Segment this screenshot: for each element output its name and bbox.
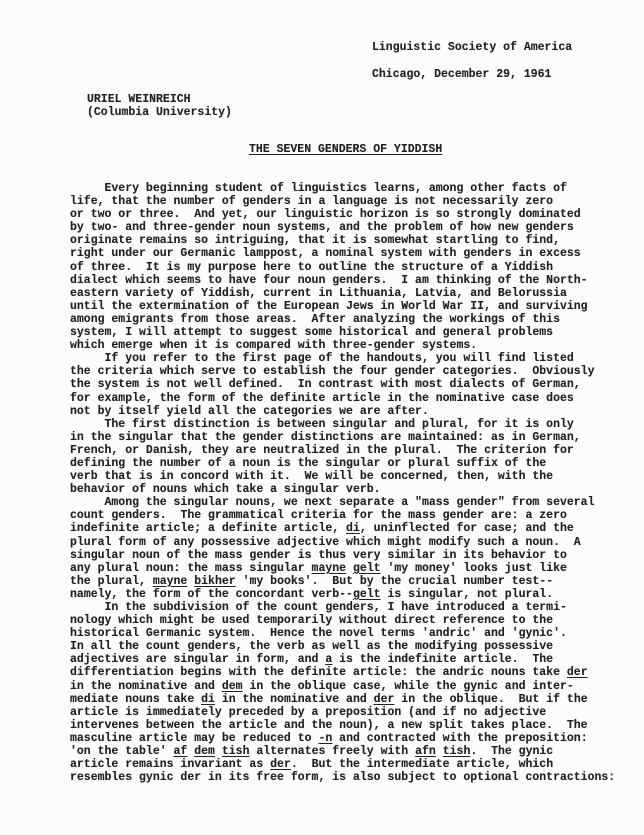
event-date: Chicago, December 29, 1961 [372, 68, 552, 81]
paragraph [70, 352, 615, 417]
underlined-term: a [325, 653, 333, 667]
text-line: indefinite article; a definite article, di, uninflected for case; and the [70, 522, 574, 536]
text-line: count genders. The grammatical criteria for the mass gender are: a zero [70, 509, 567, 523]
text-line: The first distinction is between singular and plural, for it is only [70, 417, 574, 431]
paragraph [70, 496, 615, 601]
underlined-term: mayne [152, 574, 188, 588]
text-line: namely, the form of the concordant verb--gelt is singular, not plural. [70, 587, 554, 601]
text-line: of three. It is my purpose here to outline the structure of a Yiddish [70, 260, 554, 274]
underlined-term: mayne [311, 561, 347, 575]
text-line: dialect which seems to have four noun genders. I am thinking of the North- [70, 273, 588, 287]
text-line: differentiation begins with the definite article: the andric nouns take der [70, 666, 588, 680]
text-line: 'on the table' af dem tish alternates freely with afn tish. The gynic [70, 745, 554, 759]
text-line: behavior of nouns which take a singular verb. [70, 483, 381, 497]
text-line: not by itself yield all the categories we are after. [70, 404, 429, 418]
text-line: eastern variety of Yiddish, current in Lithuania, Latvia, and Belorussia [70, 286, 567, 300]
text-line: the system is not well defined. In contrast with most dialects of German, [70, 378, 581, 392]
text-line: plural form of any possessive adjective which might modify such a noun. A [70, 535, 581, 549]
text-line: singular noun of the mass gender is thus very similar in its behavior to [70, 548, 567, 562]
text-line: right under our Germanic lamppost, a nominal system with genders in excess [70, 247, 581, 261]
text-line: among emigrants from those areas. After analyzing the workings of this [70, 312, 560, 326]
text-line: which emerge when it is compared with three-gender systems. [70, 339, 478, 353]
society-name: Linguistic Society of America [372, 41, 573, 54]
text-line: nology which might be used temporarily without direct reference to the [70, 614, 554, 628]
document-body [70, 182, 615, 784]
text-line: If you refer to the first page of the handouts, you will find listed [70, 352, 574, 366]
text-line: in the singular that the gender distinctions are maintained: as in German, [70, 430, 581, 444]
text-line: until the extermination of the European Jews in World War II, and surviving [70, 299, 588, 313]
underlined-term: af [173, 745, 188, 759]
text-line: article remains invariant as der. But the intermediate article, which [70, 758, 554, 772]
text-line: Every beginning student of linguistics learns, among other facts of [70, 182, 567, 195]
underlined-term: der [270, 758, 291, 772]
underlined-term: bikher [194, 574, 236, 588]
document-title: THE SEVEN GENDERS OF YIDDISH [249, 143, 443, 156]
underlined-term: -n [318, 731, 333, 745]
text-line: Among the singular nouns, we next separate a "mass gender" from several [70, 496, 595, 510]
text-line: adjectives are singular in form, and a is the indefinite article. The [70, 653, 554, 667]
text-line: the plural, mayne bikher 'my books'. But by the crucial number test-- [70, 574, 554, 588]
text-line: for example, the form of the definite article in the nominative case does [70, 391, 574, 405]
paragraph [70, 418, 615, 497]
text-line: originate remains so intriguing, that it is somewhat startling to find, [70, 234, 560, 248]
underlined-term: di [201, 692, 215, 706]
underlined-term: di [346, 522, 360, 536]
text-line: the criteria which serve to establish the four gender categories. Obviously [70, 365, 595, 379]
text-line: defining the number of a noun is the singular or plural suffix of the [70, 456, 547, 470]
text-line: historical Germanic system. Hence the novel terms 'andric' and 'gynic'. [70, 627, 567, 641]
text-line: In the subdivision of the count genders, I have introduced a termi- [70, 601, 567, 614]
underlined-term: dem [194, 745, 215, 759]
text-line: system, I will attempt to suggest some historical and general problems [70, 326, 554, 340]
text-line: or two or three. And yet, our linguistic horizon is so strongly dominated [70, 208, 581, 222]
text-line: In all the count genders, the verb as well as the modifying possessive [70, 640, 554, 654]
paragraph [70, 601, 615, 784]
text-line: French, or Danish, they are neutralized in the plural. The criterion for [70, 443, 574, 457]
text-line: masculine article may be reduced to -n and contracted with the preposition: [70, 731, 588, 745]
underlined-term: tish [442, 745, 471, 759]
underlined-term: dem [221, 679, 243, 693]
text-line: by two- and three-gender noun systems, and the problem of how new genders [70, 221, 574, 235]
text-line: verb that is in concord with it. We will be concerned, then, with the [70, 470, 554, 484]
text-line: mediate nouns take di in the nominative and der in the oblique. But if the [70, 692, 588, 706]
underlined-term: der [373, 692, 395, 706]
underlined-term: gelt [352, 587, 381, 601]
paragraph [70, 182, 615, 352]
underlined-term: tish [221, 745, 250, 759]
author-name: URIEL WEINREICH [87, 93, 191, 106]
text-line: article is immediately preceded by a preposition (and if no adjective [70, 705, 547, 719]
text-line: any plural noun: the mass singular mayne gelt 'my money' looks just like [70, 561, 567, 575]
text-line: life, that the number of genders in a language is not necessarily zero [70, 195, 554, 209]
text-line: in the nominative and dem in the oblique case, while the gynic and inter- [70, 679, 574, 693]
underlined-term: der [566, 666, 588, 680]
underlined-term: gelt [352, 561, 381, 575]
text-line: intervenes between the article and the noun), a new split takes place. The [70, 718, 588, 732]
text-line: resembles gynic der in its free form, is also subject to optional contractions: [70, 771, 616, 785]
underlined-term: afn [415, 745, 436, 759]
author-affiliation: (Columbia University) [87, 106, 232, 119]
